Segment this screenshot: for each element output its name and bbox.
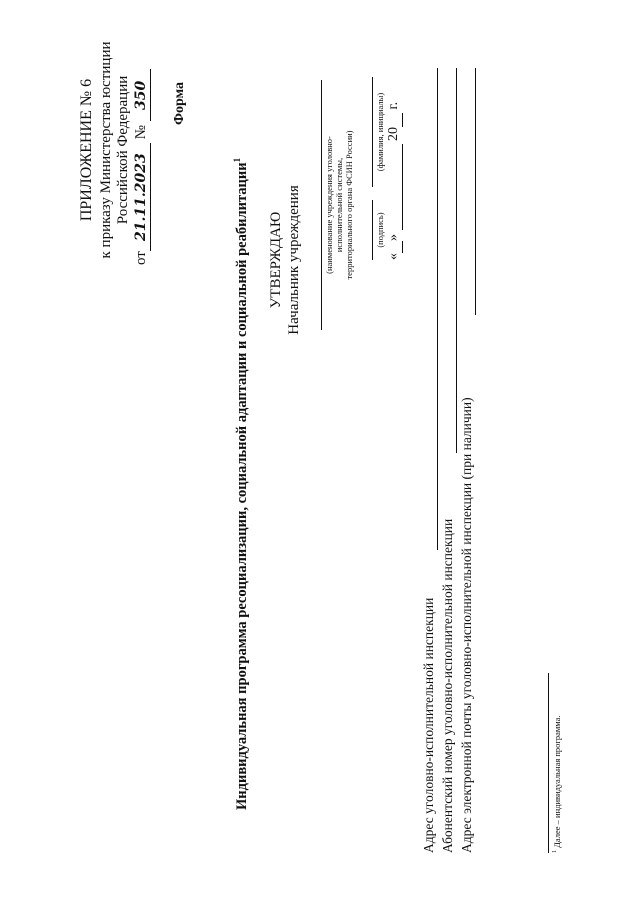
name-caption: (фамилия, инициалы) — [375, 92, 385, 172]
title-footnote-mark: 1 — [232, 157, 242, 163]
institution-caption-1: (наименование учреждения уголовно- — [324, 136, 334, 274]
order-number-handwritten: 350 — [133, 69, 151, 121]
year-prefix: 20 — [386, 127, 401, 141]
order-line-1: к приказу Министерства юстиции — [98, 41, 114, 259]
approve-heading: УТВЕРЖДАЮ — [268, 211, 284, 309]
signature-line — [372, 200, 373, 260]
order-date-number — [133, 25, 151, 265]
head-of-institution: Начальник учреждения — [286, 185, 302, 335]
order-number-prefix: № — [133, 125, 149, 140]
date-close-quote: » — [386, 234, 401, 241]
day-blank — [386, 241, 403, 253]
document-title: Индивидуальная программа ресоциализации, социальной адаптации и социальной реабилитации$^1$ — [232, 157, 250, 810]
inspection-address-line — [437, 68, 438, 550]
order-line-2: Российской Федерации — [115, 75, 131, 225]
inspection-email-line — [475, 68, 476, 315]
approval-date — [386, 102, 403, 260]
institution-caption-3: территориального органа ФСИН России) — [344, 130, 354, 280]
institution-line — [321, 80, 322, 330]
footnote-text: Далее – индивидуальная программа. — [552, 715, 562, 848]
form-label: Форма — [172, 81, 187, 125]
year-blank — [386, 113, 403, 127]
order-date-handwritten: 21.11.2023 — [133, 143, 151, 251]
date-open-quote: « — [386, 253, 401, 260]
order-date-prefix: от — [133, 251, 149, 265]
month-blank — [386, 145, 403, 231]
inspection-email-label: Адрес электронной почты уголовно-исполнительной инспекции (при наличии) — [459, 397, 474, 853]
footnote-mark: 1 — [552, 850, 559, 853]
inspection-phone-line — [456, 68, 457, 453]
footnote — [552, 715, 562, 853]
appendix-number: ПРИЛОЖЕНИЕ № 6 — [78, 78, 95, 222]
footnote-separator — [548, 673, 549, 853]
inspection-address-label: Адрес уголовно-исполнительной инспекции — [421, 597, 436, 853]
name-line — [372, 77, 373, 187]
inspection-phone-label: Абонентский номер уголовно-исполнительной инспекции — [440, 518, 455, 853]
signature-caption: (подпись) — [375, 212, 385, 248]
institution-caption-2: исполнительной системы, — [334, 157, 344, 253]
year-suffix: г. — [386, 101, 401, 110]
